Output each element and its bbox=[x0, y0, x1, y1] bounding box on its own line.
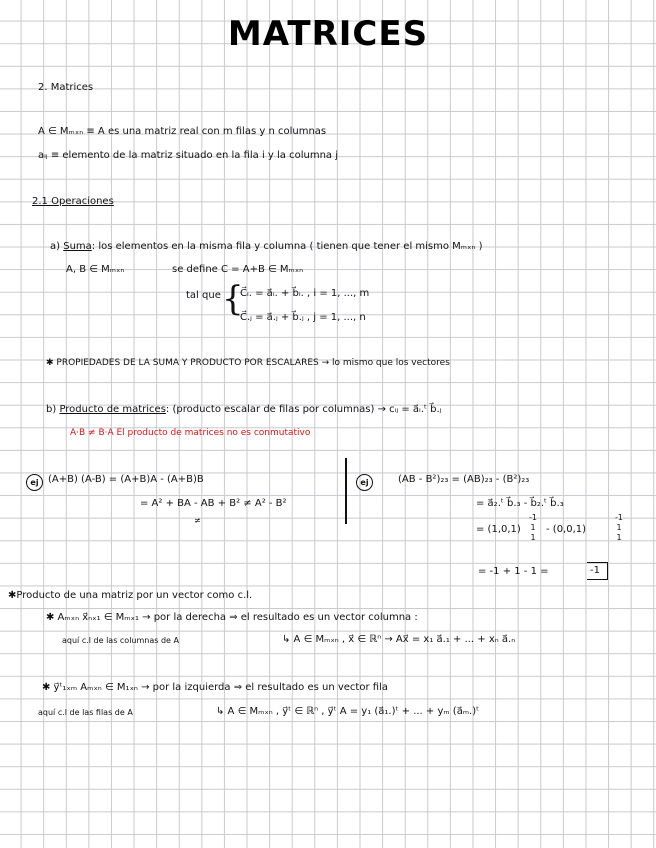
neq-mark: ≠ bbox=[194, 516, 201, 525]
column-vector: -1 1 1 bbox=[615, 513, 623, 542]
non-commutative-note: A·B ≠ B·A El producto de matrices no es conmutativo bbox=[70, 428, 311, 438]
suma-row: C⃗ᵢ. = a⃗ᵢ. + b⃗ᵢ. , i = 1, ..., m bbox=[240, 288, 370, 299]
combination-note: aquí c.l de las filas de A bbox=[38, 708, 133, 717]
example-line: = a⃗₂.ᵗ b⃗.₃ - b⃗₂.ᵗ b⃗.₃ bbox=[476, 498, 564, 509]
item-text: : los elementos en la misma fila y columna ( tienen que tener el mismo Mₘₓₙ ) bbox=[91, 241, 483, 252]
item-prefix: b) bbox=[46, 404, 57, 415]
example-line: = (1,0,1) bbox=[476, 524, 521, 535]
example-line: = A² + BA - AB + B² ≠ A² - B² bbox=[140, 498, 287, 509]
producto-intro bbox=[46, 404, 441, 416]
item-prefix: a) bbox=[50, 241, 61, 252]
suma-set: A, B ∈ Mₘₓₙ bbox=[66, 264, 125, 275]
column-vector: -1 1 1 bbox=[529, 513, 537, 542]
subsection-heading: 2.1 Operaciones bbox=[32, 196, 114, 207]
section-heading: 2. Matrices bbox=[38, 82, 94, 93]
result-box bbox=[587, 562, 608, 580]
example-line: - (0,0,1) bbox=[546, 524, 587, 535]
combination-line: ↳ A ∈ Mₘₓₙ , x⃗ ∈ ℝⁿ → Ax⃗ = x₁ a⃗.₁ + ... + xₙ a⃗.ₙ bbox=[282, 634, 516, 645]
combination-line: ✱ y⃗ᵗ₁ₓₘ Aₘₓₙ ∈ M₁ₓₙ → por la izquierda ⇒ el resultado es un vector fila bbox=[42, 682, 388, 693]
combination-heading: ✱Producto de una matriz por un vector como c.l. bbox=[8, 590, 253, 601]
definition-line: A ∈ Mₘₓₙ ≡ A es una matriz real con m filas y n columnas bbox=[38, 126, 327, 137]
left-brace-icon: { bbox=[222, 279, 244, 319]
suma-tal-que: tal que bbox=[186, 290, 221, 301]
column-divider bbox=[345, 458, 347, 524]
suma-row: C⃗.ⱼ = a⃗.ⱼ + b⃗.ⱼ , j = 1, ..., n bbox=[240, 312, 366, 323]
combination-line: ✱ Aₘₓₙ x⃗ₙₓ₁ ∈ Mₘₓ₁ → por la derecha ⇒ el resultado es un vector columna : bbox=[46, 612, 418, 623]
properties-note: ✱ PROPIEDADES DE LA SUMA Y PRODUCTO POR ESCALARES → lo mismo que los vectores bbox=[46, 358, 450, 368]
definition-line: aᵢⱼ ≡ elemento de la matriz situado en la fila i y la columna j bbox=[38, 150, 338, 161]
boxed-result: -1 bbox=[590, 565, 600, 576]
example-line: = -1 + 1 - 1 = bbox=[478, 566, 549, 577]
example-line: (AB - B²)₂₃ = (AB)₂₃ - (B²)₂₃ bbox=[398, 474, 530, 485]
item-text: : (producto escalar de filas por columnas) → cᵢⱼ = a⃗ᵢ.ᵗ b⃗.ⱼ bbox=[165, 404, 442, 415]
suma-definition: se define C = A+B ∈ Mₘₓₙ bbox=[172, 264, 304, 275]
suma-intro bbox=[50, 241, 483, 253]
example-line: (A+B) (A-B) = (A+B)A - (A+B)B bbox=[48, 474, 204, 485]
item-label: Suma bbox=[63, 241, 92, 252]
combination-line: ↳ A ∈ Mₘₓₙ , y⃗ᵗ ∈ ℝⁿ , y⃗ᵗ A = y₁ (a⃗₁.)ᵗ + ... + yₘ (a⃗ₘ.)ᵗ bbox=[216, 706, 480, 717]
page-title: MATRICES bbox=[227, 14, 429, 54]
combination-note: aquí c.l de las columnas de A bbox=[62, 636, 179, 645]
example-badge: ej bbox=[26, 474, 43, 491]
item-label: Producto de matrices bbox=[59, 404, 166, 415]
example-badge: ej bbox=[356, 474, 373, 491]
